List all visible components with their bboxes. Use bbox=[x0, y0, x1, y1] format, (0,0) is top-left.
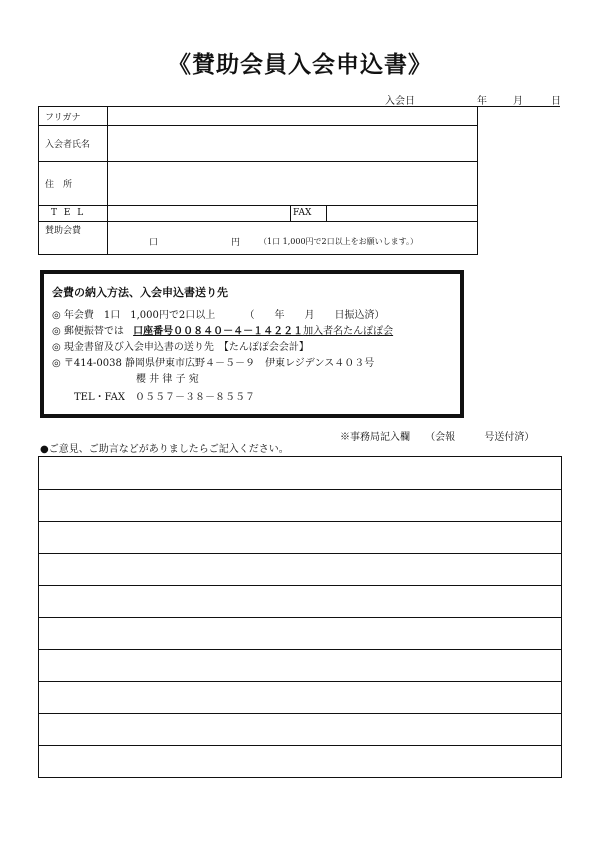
postal-transfer-line bbox=[52, 325, 452, 339]
comment-line bbox=[39, 681, 561, 682]
annual-fee-line bbox=[52, 309, 452, 323]
name-label: 入会者氏名 bbox=[45, 139, 91, 150]
join-date-field[interactable] bbox=[385, 92, 560, 107]
office-newsletter-close: 号送付済） bbox=[484, 432, 535, 443]
address-line: ◎ 〒414-0038 静岡県伊東市広野４－５－９ 伊東レジデンス４０３号 bbox=[52, 358, 375, 369]
join-date-month: 月 bbox=[513, 96, 523, 107]
join-date-year: 年 bbox=[477, 96, 487, 107]
account-number: 口座番号００８４０－４－１４２２１ bbox=[133, 326, 304, 337]
tel-fax-line: TEL・FAX ０５５７－３８－８５５７ bbox=[74, 392, 256, 403]
fax-divider bbox=[326, 205, 327, 221]
tel-row bbox=[39, 205, 477, 222]
transfer-date-note: （ 年 月 日振込済） bbox=[244, 310, 385, 321]
address-label: 住 所 bbox=[45, 179, 73, 190]
fee-row bbox=[39, 221, 477, 254]
comment-box[interactable] bbox=[38, 456, 562, 778]
recipient-name: 櫻 井 律 子 宛 bbox=[136, 374, 199, 385]
tel-input[interactable] bbox=[109, 205, 289, 221]
fax-label: FAX bbox=[293, 208, 312, 218]
name-row bbox=[39, 125, 477, 162]
comment-line bbox=[39, 617, 561, 618]
address-input[interactable] bbox=[109, 161, 469, 205]
furigana-row bbox=[39, 107, 477, 126]
tel-label: T E L bbox=[51, 208, 86, 218]
page-title: 《賛助会員入会申込書》 bbox=[168, 52, 432, 78]
comment-prompt: ●ご意見、ご助言などがありましたらご記入ください。 bbox=[40, 444, 289, 455]
fee-note: （1口 1,000円で2口以上をお願いします。） bbox=[259, 236, 418, 246]
annual-fee-text: ◎ 年会費 1口 1,000円で2口以上 bbox=[52, 310, 216, 321]
join-date-day: 日 bbox=[551, 96, 561, 107]
name-input[interactable] bbox=[109, 125, 469, 161]
comment-line bbox=[39, 713, 561, 714]
furigana-label: フリガナ bbox=[45, 112, 81, 123]
account-holder: 加入者名たんぽぽ会 bbox=[303, 326, 394, 337]
fee-label: 賛助会費 bbox=[45, 226, 82, 236]
address-row bbox=[39, 161, 477, 206]
furigana-input[interactable] bbox=[109, 107, 469, 125]
tel-fax-divider bbox=[290, 205, 291, 221]
payment-info-box bbox=[40, 270, 464, 418]
fee-yen-label: 円 bbox=[231, 237, 241, 248]
comment-line bbox=[39, 649, 561, 650]
office-note-label: ※事務局記入欄 bbox=[340, 432, 410, 443]
office-use-note bbox=[340, 428, 534, 443]
fee-units-label: 口 bbox=[149, 237, 159, 248]
fax-input[interactable] bbox=[329, 205, 475, 221]
comment-line bbox=[39, 553, 561, 554]
mail-to-line: ◎ 現金書留及び入会申込書の送り先 【たんぽぽ会会計】 bbox=[52, 342, 309, 353]
join-date-label: 入会日 bbox=[385, 96, 415, 107]
comment-line bbox=[39, 585, 561, 586]
office-newsletter-open: （会報 bbox=[425, 432, 456, 443]
applicant-table bbox=[38, 106, 478, 255]
comment-line bbox=[39, 745, 561, 746]
comment-line bbox=[39, 521, 561, 522]
postal-transfer-text: ◎ 郵便振替では bbox=[52, 326, 124, 337]
comment-line bbox=[39, 489, 561, 490]
payment-title: 会費の納入方法、入会申込書送り先 bbox=[52, 286, 228, 299]
